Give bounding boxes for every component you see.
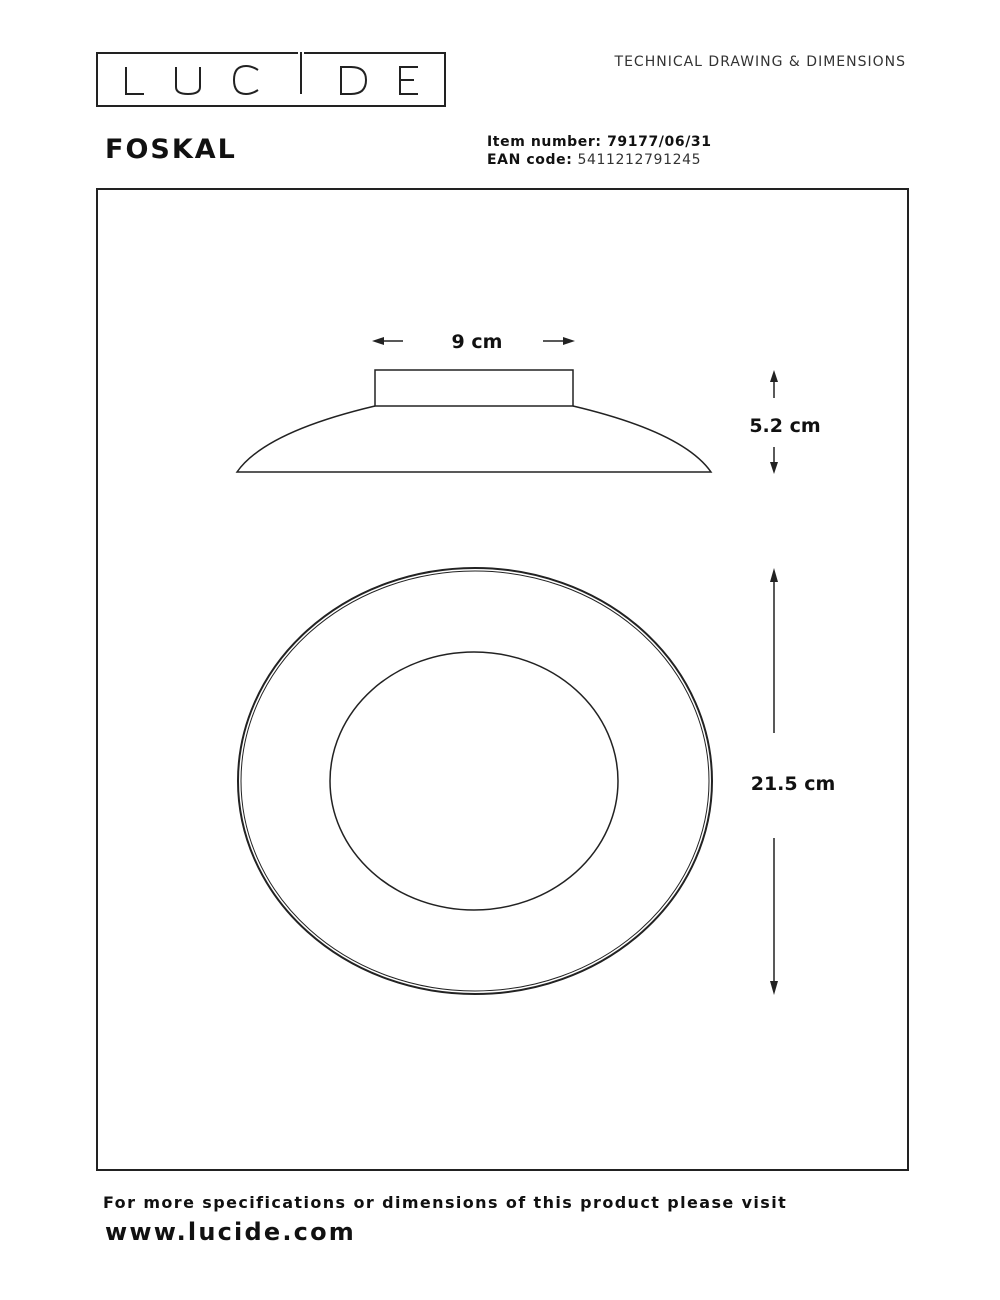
height-dimension bbox=[749, 370, 820, 474]
item-number-label: Item number: bbox=[487, 134, 602, 150]
header-caption: TECHNICAL DRAWING & DIMENSIONS bbox=[614, 54, 906, 70]
diameter-dimension bbox=[751, 568, 836, 995]
footer-url-link[interactable]: www.lucide.com bbox=[105, 1218, 356, 1246]
diameter-label: 21.5 cm bbox=[750, 773, 836, 795]
ean-line: EAN code: 5411212791245 bbox=[487, 152, 702, 168]
product-name: FOSKAL bbox=[105, 134, 237, 165]
height-label: 5.2 cm bbox=[749, 415, 821, 437]
footer-note: For more specifications or dimensions of this product please visit bbox=[103, 1193, 788, 1212]
side-view bbox=[237, 370, 711, 472]
ean-value: 5411212791245 bbox=[577, 152, 702, 168]
item-number-value: 79177/06/31 bbox=[607, 134, 712, 150]
width-label: 9 cm bbox=[451, 331, 503, 353]
ean-label: EAN code bbox=[487, 152, 567, 168]
width-dimension bbox=[372, 331, 575, 353]
top-view bbox=[238, 568, 712, 994]
